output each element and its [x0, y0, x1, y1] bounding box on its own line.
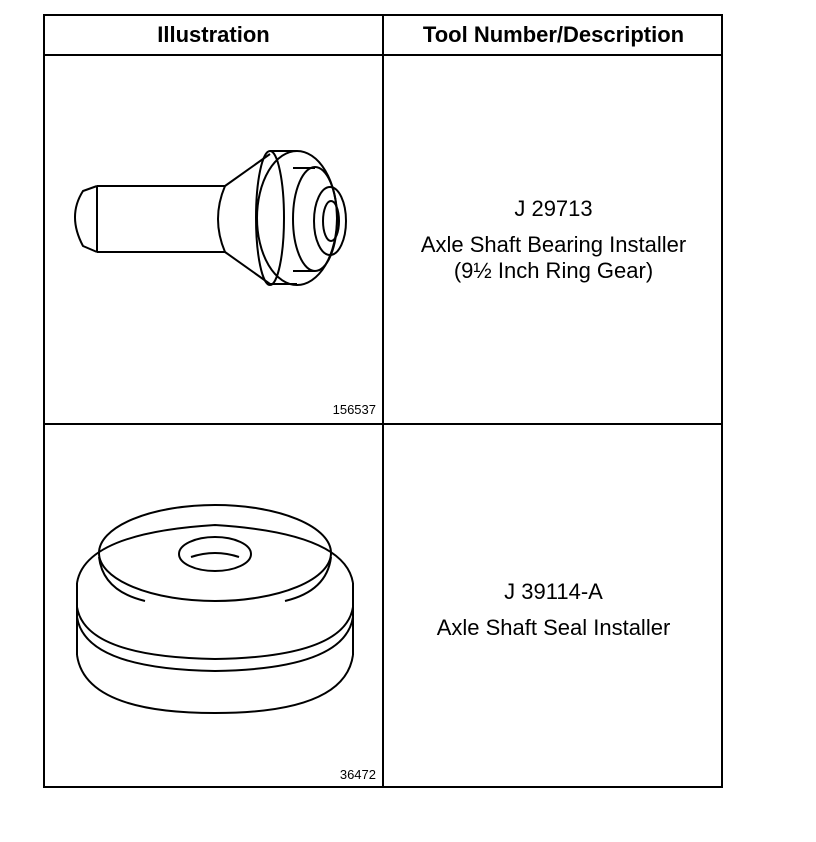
- row1-illustration-cell: [45, 56, 382, 423]
- column-divider: [382, 16, 384, 786]
- tool-table: [43, 14, 723, 788]
- header-illustration: Illustration: [157, 22, 270, 47]
- tool-number: J 39114-A: [504, 579, 603, 604]
- row2-description-cell: [384, 579, 723, 641]
- row1-description-cell: [384, 196, 723, 284]
- header-tool-number: Tool Number/Description: [422, 22, 685, 47]
- figure-number: 156537: [332, 402, 376, 417]
- figure-number: 36472: [339, 767, 376, 782]
- seal-installer-icon: [45, 425, 382, 788]
- bearing-installer-icon: [45, 56, 382, 423]
- tool-description: Axle Shaft Bearing Installer: [420, 232, 687, 257]
- tool-number: J 29713: [514, 196, 593, 221]
- row2-illustration-cell: [45, 425, 382, 788]
- tool-description-note: (9½ Inch Ring Gear): [453, 258, 654, 283]
- tool-description: Axle Shaft Seal Installer: [436, 615, 671, 640]
